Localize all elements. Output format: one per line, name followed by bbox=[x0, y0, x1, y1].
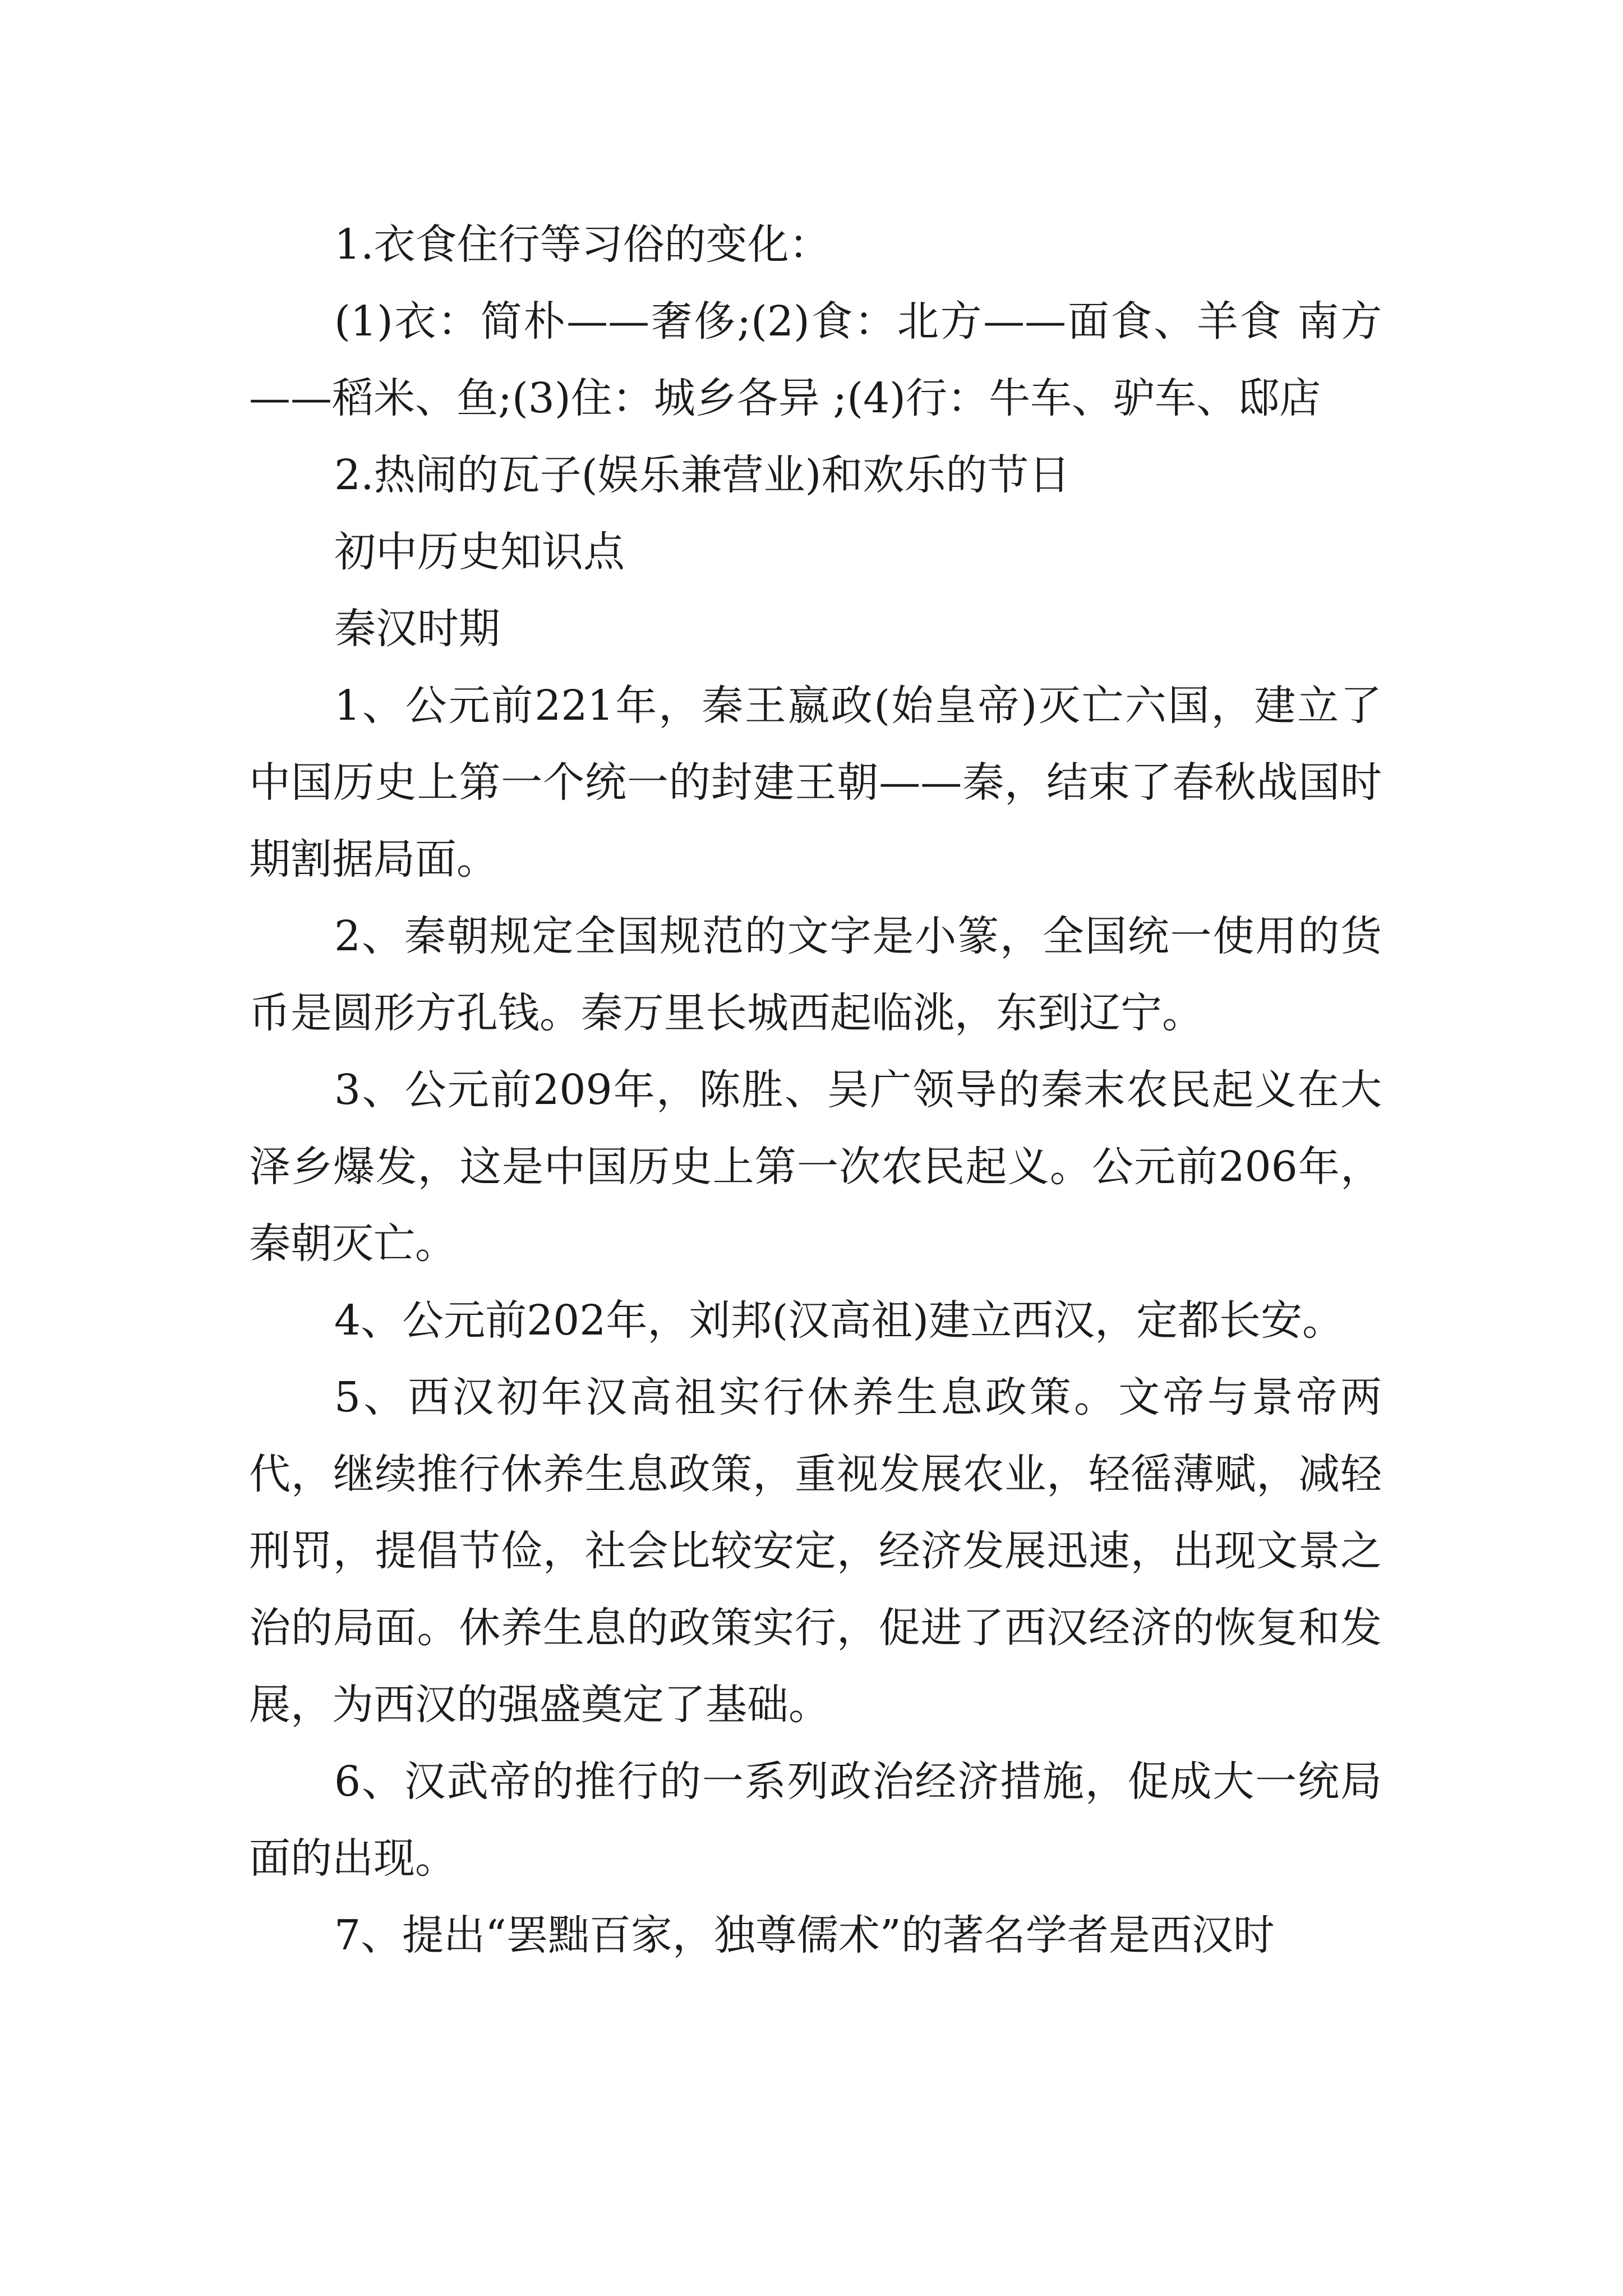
paragraph-item-6: 6、汉武帝的推行的一系列政治经济措施，促成大一统局面的出现。 bbox=[249, 1757, 1382, 1883]
subsection-title: 秦汉时期 bbox=[334, 605, 500, 653]
paragraph-item-7: 7、提出“罢黜百家，独尊儒术”的著名学者是西汉时 bbox=[334, 1911, 1275, 1959]
paragraph-item-2: 2、秦朝规定全国规范的文字是小篆，全国统一使用的货币是圆形方孔钱。秦万里长城西起临洮，东到辽宁。 bbox=[249, 912, 1382, 1037]
paragraph-customs-change-heading: 1.衣食住行等习俗的变化： bbox=[334, 220, 831, 269]
paragraph-food-clothing-housing-travel: (1)衣：简朴——奢侈;(2)食：北方——面食、羊食 南方——稻米、鱼;(3)住：城乡各异 ;(4)行：牛车、驴车、邸店 bbox=[249, 297, 1382, 422]
paragraph-item-5: 5、西汉初年汉高祖实行休养生息政策。文帝与景帝两代，继续推行休养生息政策，重视发展农业，轻徭薄赋，减轻刑罚，提倡节俭，社会比较安定，经济发展迅速，出现文景之治的局面。休养生息的政策实行，促进了西汉经济的恢复和发展，为西汉的强盛奠定了基础。 bbox=[249, 1373, 1382, 1729]
paragraph-item-3: 3、公元前209年，陈胜、吴广领导的秦末农民起义在大泽乡爆发，这是中国历史上第一次农民起义。公元前206年，秦朝灭亡。 bbox=[249, 1066, 1382, 1268]
paragraph-item-1: 1、公元前221年，秦王嬴政(始皇帝)灭亡六国，建立了中国历史上第一个统一的封建王朝——秦，结束了春秋战国时期割据局面。 bbox=[249, 682, 1382, 884]
paragraph-item-4: 4、公元前202年，刘邦(汉高祖)建立西汉，定都长安。 bbox=[334, 1296, 1344, 1345]
section-title: 初中历史知识点 bbox=[334, 528, 625, 576]
paragraph-wazi-festivals: 2.热闹的瓦子(娱乐兼营业)和欢乐的节日 bbox=[334, 451, 1071, 499]
document-body bbox=[249, 206, 1382, 1974]
